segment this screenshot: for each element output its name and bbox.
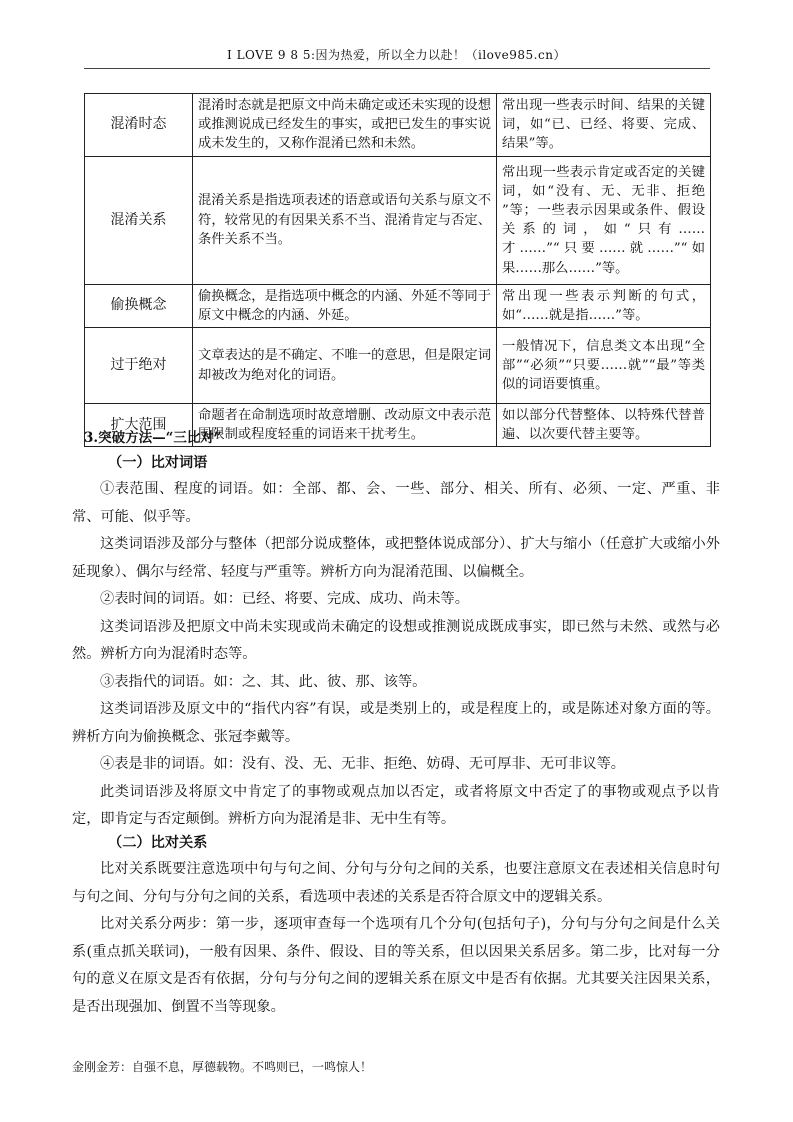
paragraph: 这类词语涉及把原文中尚未实现或尚未确定的设想或推测说成既成事实，即已然与未然、或然与必然。辨析方向为混淆时态等。 xyxy=(72,618,720,662)
term-cell: 扩大范围 xyxy=(85,404,193,447)
feature-cell: 常出现一些表示判断的句式，如“……就是指……”等。 xyxy=(497,284,711,327)
page-header: I LOVE 9 8 5:因为热爱，所以全力以赴！（ilove985.cn） xyxy=(227,48,566,62)
description-cell: 命题者在命制选项时故意增删、改动原文中表示范围限制或程度轻重的词语来干扰考生。 xyxy=(193,404,497,447)
table-row xyxy=(85,94,711,157)
term-cell: 混淆时态 xyxy=(85,94,193,157)
table-row xyxy=(85,284,711,327)
feature-cell: 常出现一些表示肯定或否定的关键词，如“没有、无、无非、拒绝 ”等；一些表示因果或条件、假设关系的词，如“只有……才……”“只要……就……”“如果……那么……”等。 xyxy=(497,156,711,284)
table-row xyxy=(85,328,711,404)
section-heading: 3.突破方法—“三比对” xyxy=(84,430,222,446)
paragraph: ①表范围、程度的词语。如：全部、都、会、一些、部分、相关、所有、必须、一定、严重、非常、可能、似乎等。 xyxy=(72,481,720,525)
feature-cell: 常出现一些表示时间、结果的关键词，如“已、已经、将要、完成、结果”等。 xyxy=(497,94,711,157)
paragraph: 比对关系分两步：第一步，逐项审查每一个选项有几个分句(包括句子)，分句与分句之间是什么关系(重点抓关联词)，一般有因果、条件、假设、目的等关系，但以因果关系居多。第二步，比对每一分句的意义在原文是否有依据，分句与分句之间的逻辑关系在原文中是否有依据。尤其要关注因果关系，是否出现强加、倒置不当等现象。 xyxy=(72,916,720,1015)
term-cell: 过于绝对 xyxy=(85,328,193,404)
table-row xyxy=(85,156,711,284)
subsection-heading-relations: （二）比对关系 xyxy=(108,835,208,851)
description-cell: 混淆关系是指选项表述的语意或语句关系与原文不符，较常见的有因果关系不当、混淆肯定与否定、条件关系不当。 xyxy=(193,156,497,284)
paragraph: 比对关系既要注意选项中句与句之间、分句与分句之间的关系，也要注意原文在表述相关信息时句与句之间、分句与分句之间的关系，看选项中表述的关系是否符合原文中的逻辑关系。 xyxy=(72,861,720,905)
comparison-table xyxy=(84,93,711,447)
subsection-body-words xyxy=(72,476,720,834)
feature-cell: 如以部分代替整体、以特殊代替普遍、以次要代替主要等。 xyxy=(497,404,711,447)
description-cell: 混淆时态就是把原文中尚未确定或还未实现的设想或推测说成已经发生的事实，或把已发生的事实说成未发生的，又称作混淆已然和未然。 xyxy=(193,94,497,157)
subsection-heading-words: （一）比对词语 xyxy=(108,455,208,471)
description-cell: 文章表达的是不确定、不唯一的意思，但是限定词却被改为绝对化的词语。 xyxy=(193,328,497,404)
term-cell: 偷换概念 xyxy=(85,284,193,327)
paragraph: 此类词语涉及将原文中肯定了的事物或观点加以否定，或者将原文中否定了的事物或观点予以肯定，即肯定与否定颠倒。辨析方向为混淆是非、无中生有等。 xyxy=(72,783,720,827)
page-footer: 金刚金芳：自强不息，厚德载物。不鸣则已，一鸣惊人！ xyxy=(72,1060,373,1074)
header-divider xyxy=(84,68,710,69)
paragraph: 这类词语涉及原文中的“指代内容”有误，或是类别上的，或是程度上的，或是陈述对象方面的等。辨析方向为偷换概念、张冠李戴等。 xyxy=(72,701,720,745)
term-cell: 混淆关系 xyxy=(85,156,193,284)
paragraph: ④表是非的词语。如：没有、没、无、无非、拒绝、妨碍、无可厚非、无可非议等。 xyxy=(100,756,625,772)
feature-cell: 一般情况下，信息类文本出现“全部”“必须”“只要……就”“最”等类似的词语要慎重。 xyxy=(497,328,711,404)
paragraph: ③表指代的词语。如：之、其、此、彼、那、该等。 xyxy=(100,673,427,690)
paragraph: 这类词语涉及部分与整体（把部分说成整体，或把整体说成部分）、扩大与缩小（任意扩大或缩小外延现象）、偶尔与经常、轻度与严重等。辨析方向为混淆范围、以偏概全。 xyxy=(72,536,720,580)
paragraph: ②表时间的词语。如：已经、将要、完成、成功、尚未等。 xyxy=(100,591,469,607)
subsection-body-relations xyxy=(72,856,720,1021)
description-cell: 偷换概念，是指选项中概念的内涵、外延不等同于原文中概念的内涵、外延。 xyxy=(193,284,497,327)
